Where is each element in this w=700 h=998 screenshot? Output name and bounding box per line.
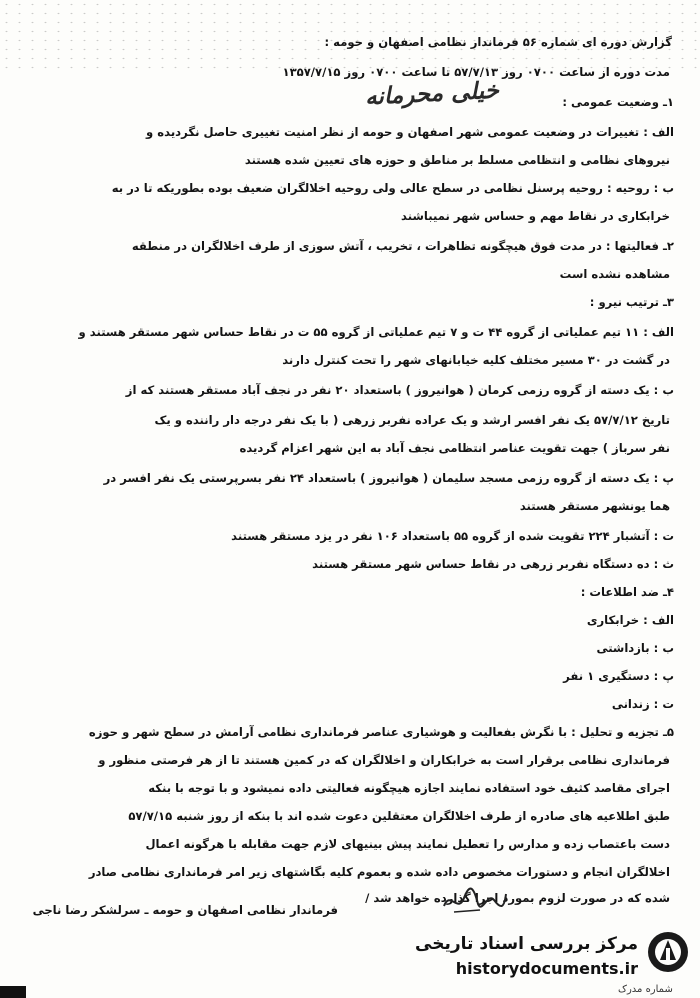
- report-line: پ : یک دسته از گروه رزمی مسجد سلیمان ( هوانیروز ) باستعداد ۲۴ نفر بسرپرستی یک نفر افسر در: [103, 471, 674, 485]
- report-period: مدت دوره از ساعت ۰۷۰۰ روز ۵۷/۷/۱۳ تا ساعت ۰۷۰۰ روز ۱۳۵۷/۷/۱۵: [282, 65, 670, 79]
- scan-edge-blot: [0, 986, 26, 998]
- report-line: نیروهای نظامی و انتظامی مسلط بر مناطق و حوزه های تعیین شده هستند: [244, 153, 670, 167]
- report-line: اجرای مقاصد کثیف خود استفاده نمایند اجازه هیچگونه فعالیتی داده نمیشود و با توجه با بنکه: [148, 781, 670, 795]
- report-line: ت : زندانی: [611, 697, 674, 711]
- report-line: نفر سرباز ) جهت تقویت عناصر انتظامی نجف آباد به این شهر اعزام گردیده: [239, 441, 670, 455]
- report-line: ب : روحیه : روحیه پرسنل نظامی در سطح عالی ولی روحیه اخلالگران ضعیف بوده بطوریکه تا در به: [111, 181, 674, 195]
- report-line: ت : آتشبار ۲۲۴ تقویت شده از گروه ۵۵ باستعداد ۱۰۶ نفر در یزد مستقر هستند: [231, 529, 674, 543]
- report-line: خرابکاری در نقاط مهم و حساس شهر نمیباشند: [401, 209, 670, 223]
- report-line: الف : خرابکاری: [586, 613, 674, 627]
- handwritten-signature: [440, 880, 510, 924]
- classification-stamp: خیلی محرمانه: [364, 76, 500, 111]
- report-line: ۴ـ ضد اطلاعات :: [580, 585, 674, 599]
- report-line: ث : ده دستگاه نفربر زرهی در نقاط حساس شهر مستقر هستند: [312, 557, 674, 571]
- report-line: پ : دستگیری ۱ نفر: [563, 669, 674, 683]
- report-line: فرمانداری نظامی برقرار است به خرابکاران و اخلالگران که در کمین هستند تا از هر فرصتی منظور و: [98, 753, 670, 767]
- document-number-tag: شماره مدرک: [618, 984, 673, 995]
- report-line: مشاهده نشده است: [559, 267, 670, 281]
- report-line: ۲ـ فعالیتها : در مدت فوق هیچگونه تظاهرات ، تخریب ، آتش سوزی از طرف اخلالگران در منطقه: [131, 239, 674, 253]
- report-line: طبق اطلاعیه های صادره از طرف اخلالگران معتقلین دعوت شده اند با بنکه از روز شنبه ۵۷/۷/۱۵: [128, 809, 670, 823]
- report-line: ب : بازداشتی: [596, 641, 674, 655]
- report-line: اخلالگران انجام و دستورات مخصوص داده شده و بعموم کلیه بگاشتهای زیر امر فرمانداری نظامی صادر: [88, 865, 670, 879]
- report-line: در گشت در ۳۰ مسیر مختلف کلیه خیابانهای شهر را تحت کنترل دارند: [282, 353, 670, 367]
- archive-url[interactable]: historydocuments.ir: [455, 959, 638, 978]
- report-line: ۳ـ ترتیب نیرو :: [589, 295, 674, 309]
- report-line: ۵ـ تجزیه و تحلیل : با نگرش بفعالیت و هوشیاری عناصر فرمانداری نظامی آرامش در سطح شهر و حوزه: [88, 725, 674, 739]
- report-header: گزارش دوره ای شماره ۵۶ فرماندار نظامی اصفهان و حومه :: [324, 35, 672, 49]
- report-line: الف : ۱۱ تیم عملیاتی از گروه ۴۴ ت و ۷ تیم عملیاتی از گروه ۵۵ ت در نقاط حساس شهر مستقر هستند و: [78, 325, 674, 339]
- report-line: شده که در صورت لزوم بمورد اجرا گذارده خواهد شد /: [365, 891, 670, 905]
- report-line: تاریخ ۵۷/۷/۱۲ یک نفر افسر ارشد و یک عراده نفربر زرهی ( با یک نفر درجه دار راننده و یک: [154, 413, 670, 427]
- report-line: هما یونشهر مستقر هستند: [519, 499, 670, 513]
- archive-logo-icon: [646, 930, 690, 978]
- report-line: الف : تغییرات در وضعیت عمومی شهر اصفهان و حومه از نظر امنیت تغییری حاصل نگردیده و: [146, 125, 674, 139]
- archive-name: مرکز بررسی اسناد تاریخی: [415, 934, 638, 954]
- signatory-line: فرماندار نظامی اصفهان و حومه ـ سرلشکر رضا ناجی: [32, 903, 338, 917]
- report-line: ۱ـ وضعیت عمومی :: [562, 95, 674, 109]
- report-line: دست باعتصاب زده و مدارس را تعطیل نمایند پیش بینیهای لازم جهت مقابله با هرگونه اعمال: [145, 837, 670, 851]
- report-line: ب : یک دسته از گروه رزمی کرمان ( هوانیروز ) باستعداد ۲۰ نفر در نجف آباد مستقر هستند که از: [125, 383, 674, 397]
